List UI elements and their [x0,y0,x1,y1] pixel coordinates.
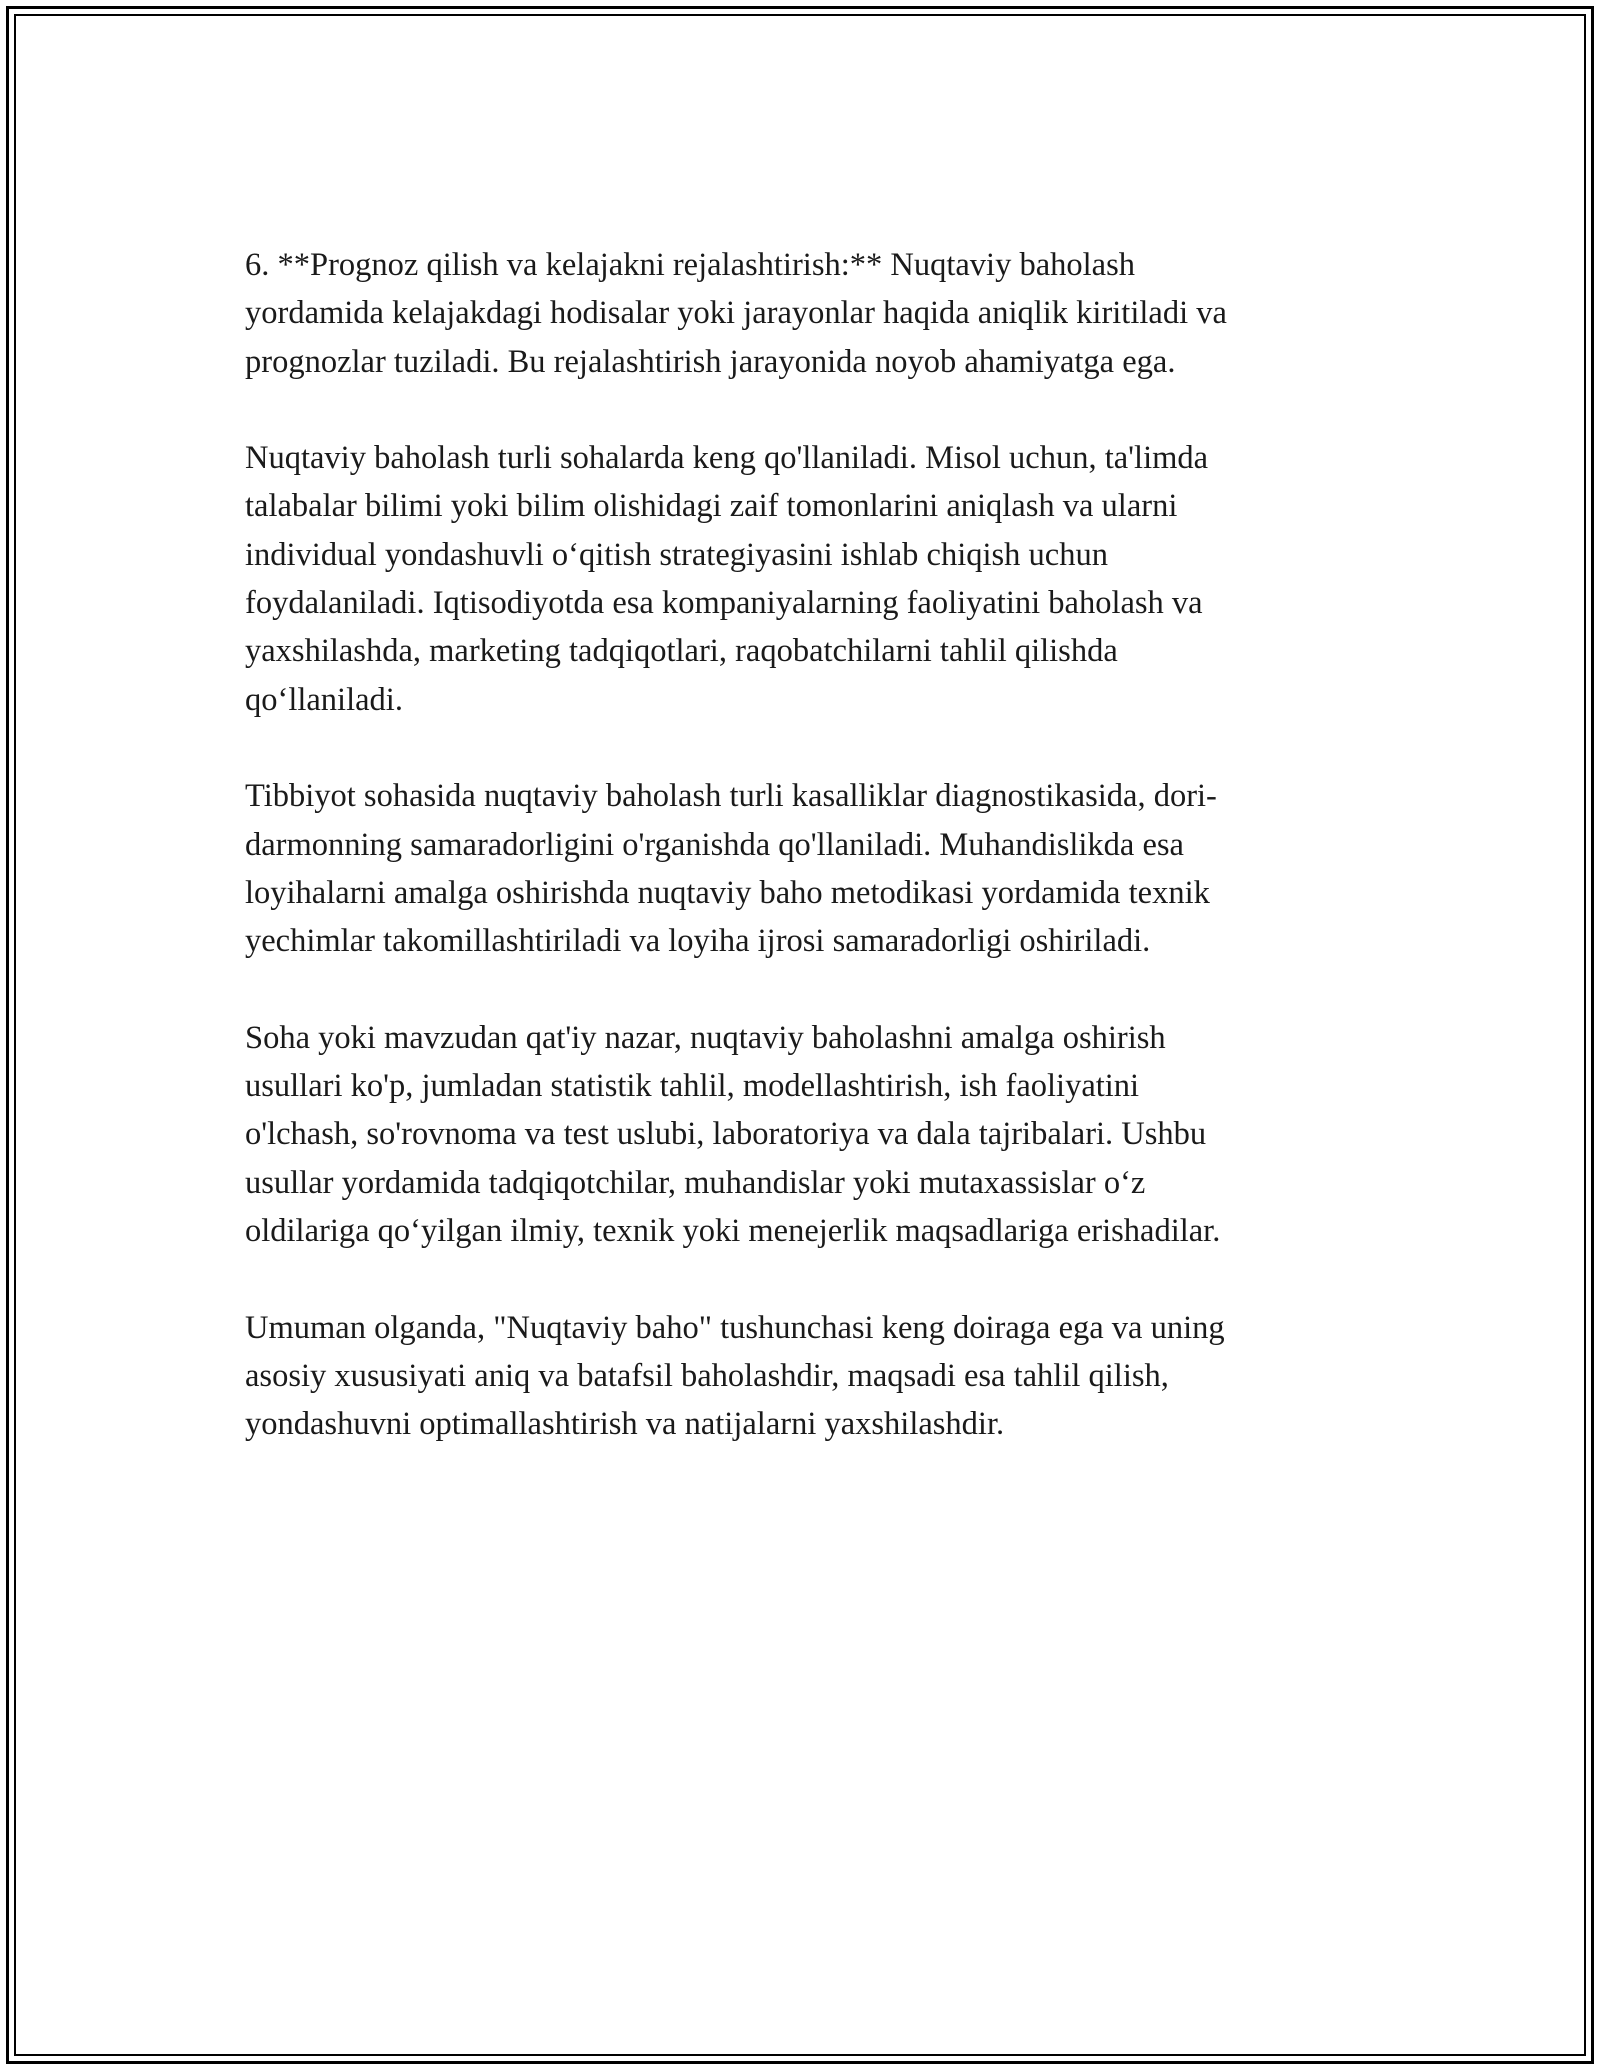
text-line: Umuman olganda, "Nuqtaviy baho" tushunchasi keng doiraga ega va uning [245,1309,1225,1346]
text-line: yaxshilashda, marketing tadqiqotlari, raqobatchilarni tahlil qilishda [245,633,1118,670]
text-line: yondashuvni optimallashtirish va natijalarni yaxshilashdir. [245,1406,1005,1443]
text-line: darmonning samaradorligini o'rganishda qo'llaniladi. Muhandislikda esa [245,826,1184,863]
text-line: foydalaniladi. Iqtisodiyotda esa kompaniyalarning faoliyatini baholash va [245,585,1203,622]
text-line: prognozlar tuziladi. Bu rejalashtirish jarayonida noyob ahamiyatga ega. [245,343,1176,380]
text-line: yordamida kelajakdagi hodisalar yoki jarayonlar haqida aniqlik kiritiladi va [245,295,1227,332]
text-line: Tibbiyot sohasida nuqtaviy baholash turli kasalliklar diagnostikasida, dori- [245,778,1217,815]
paragraph-forecasting [245,241,1395,386]
text-line: asosiy xususiyati aniq va batafsil baholashdir, maqsadi esa tahlil qilish, [245,1357,1169,1394]
text-line: Nuqtaviy baholash turli sohalarda keng qo'llaniladi. Misol uchun, ta'limda [245,440,1209,477]
paragraph-medicine-engineering [245,772,1395,965]
document-body [245,241,1395,1497]
paragraph-conclusion [245,1304,1395,1449]
text-line: yechimlar takomillashtiriladi va loyiha ijrosi samaradorligi oshiriladi. [245,923,1151,960]
text-line: loyihalarni amalga oshirishda nuqtaviy baho metodikasi yordamida texnik [245,874,1210,911]
paragraph-methods [245,1014,1395,1255]
paragraph-applications [245,434,1395,724]
text-line: 6. **Prognoz qilish va kelajakni rejalashtirish:** Nuqtaviy baholash [245,247,1135,283]
text-line: usullar yordamida tadqiqotchilar, muhandislar yoki mutaxassislar o‘z [245,1164,1146,1201]
text-line: usullari ko'p, jumladan statistik tahlil, modellashtirish, ish faoliyatini [245,1068,1140,1105]
text-line: o'lchash, so'rovnoma va test uslubi, laboratoriya va dala tajribalari. Ushbu [245,1116,1207,1153]
text-line: talabalar bilimi yoki bilim olishidagi zaif tomonlarini aniqlash va ularni [245,488,1178,525]
text-line: qo‘llaniladi. [245,681,403,718]
text-line: oldilariga qo‘yilgan ilmiy, texnik yoki menejerlik maqsadlariga erishadilar. [245,1212,1221,1249]
page-frame [6,6,1594,2064]
text-line: Soha yoki mavzudan qat'iy nazar, nuqtaviy baholashni amalga oshirish [245,1019,1166,1056]
text-line: individual yondashuvli o‘qitish strategiyasini ishlab chiqish uchun [245,536,1108,573]
